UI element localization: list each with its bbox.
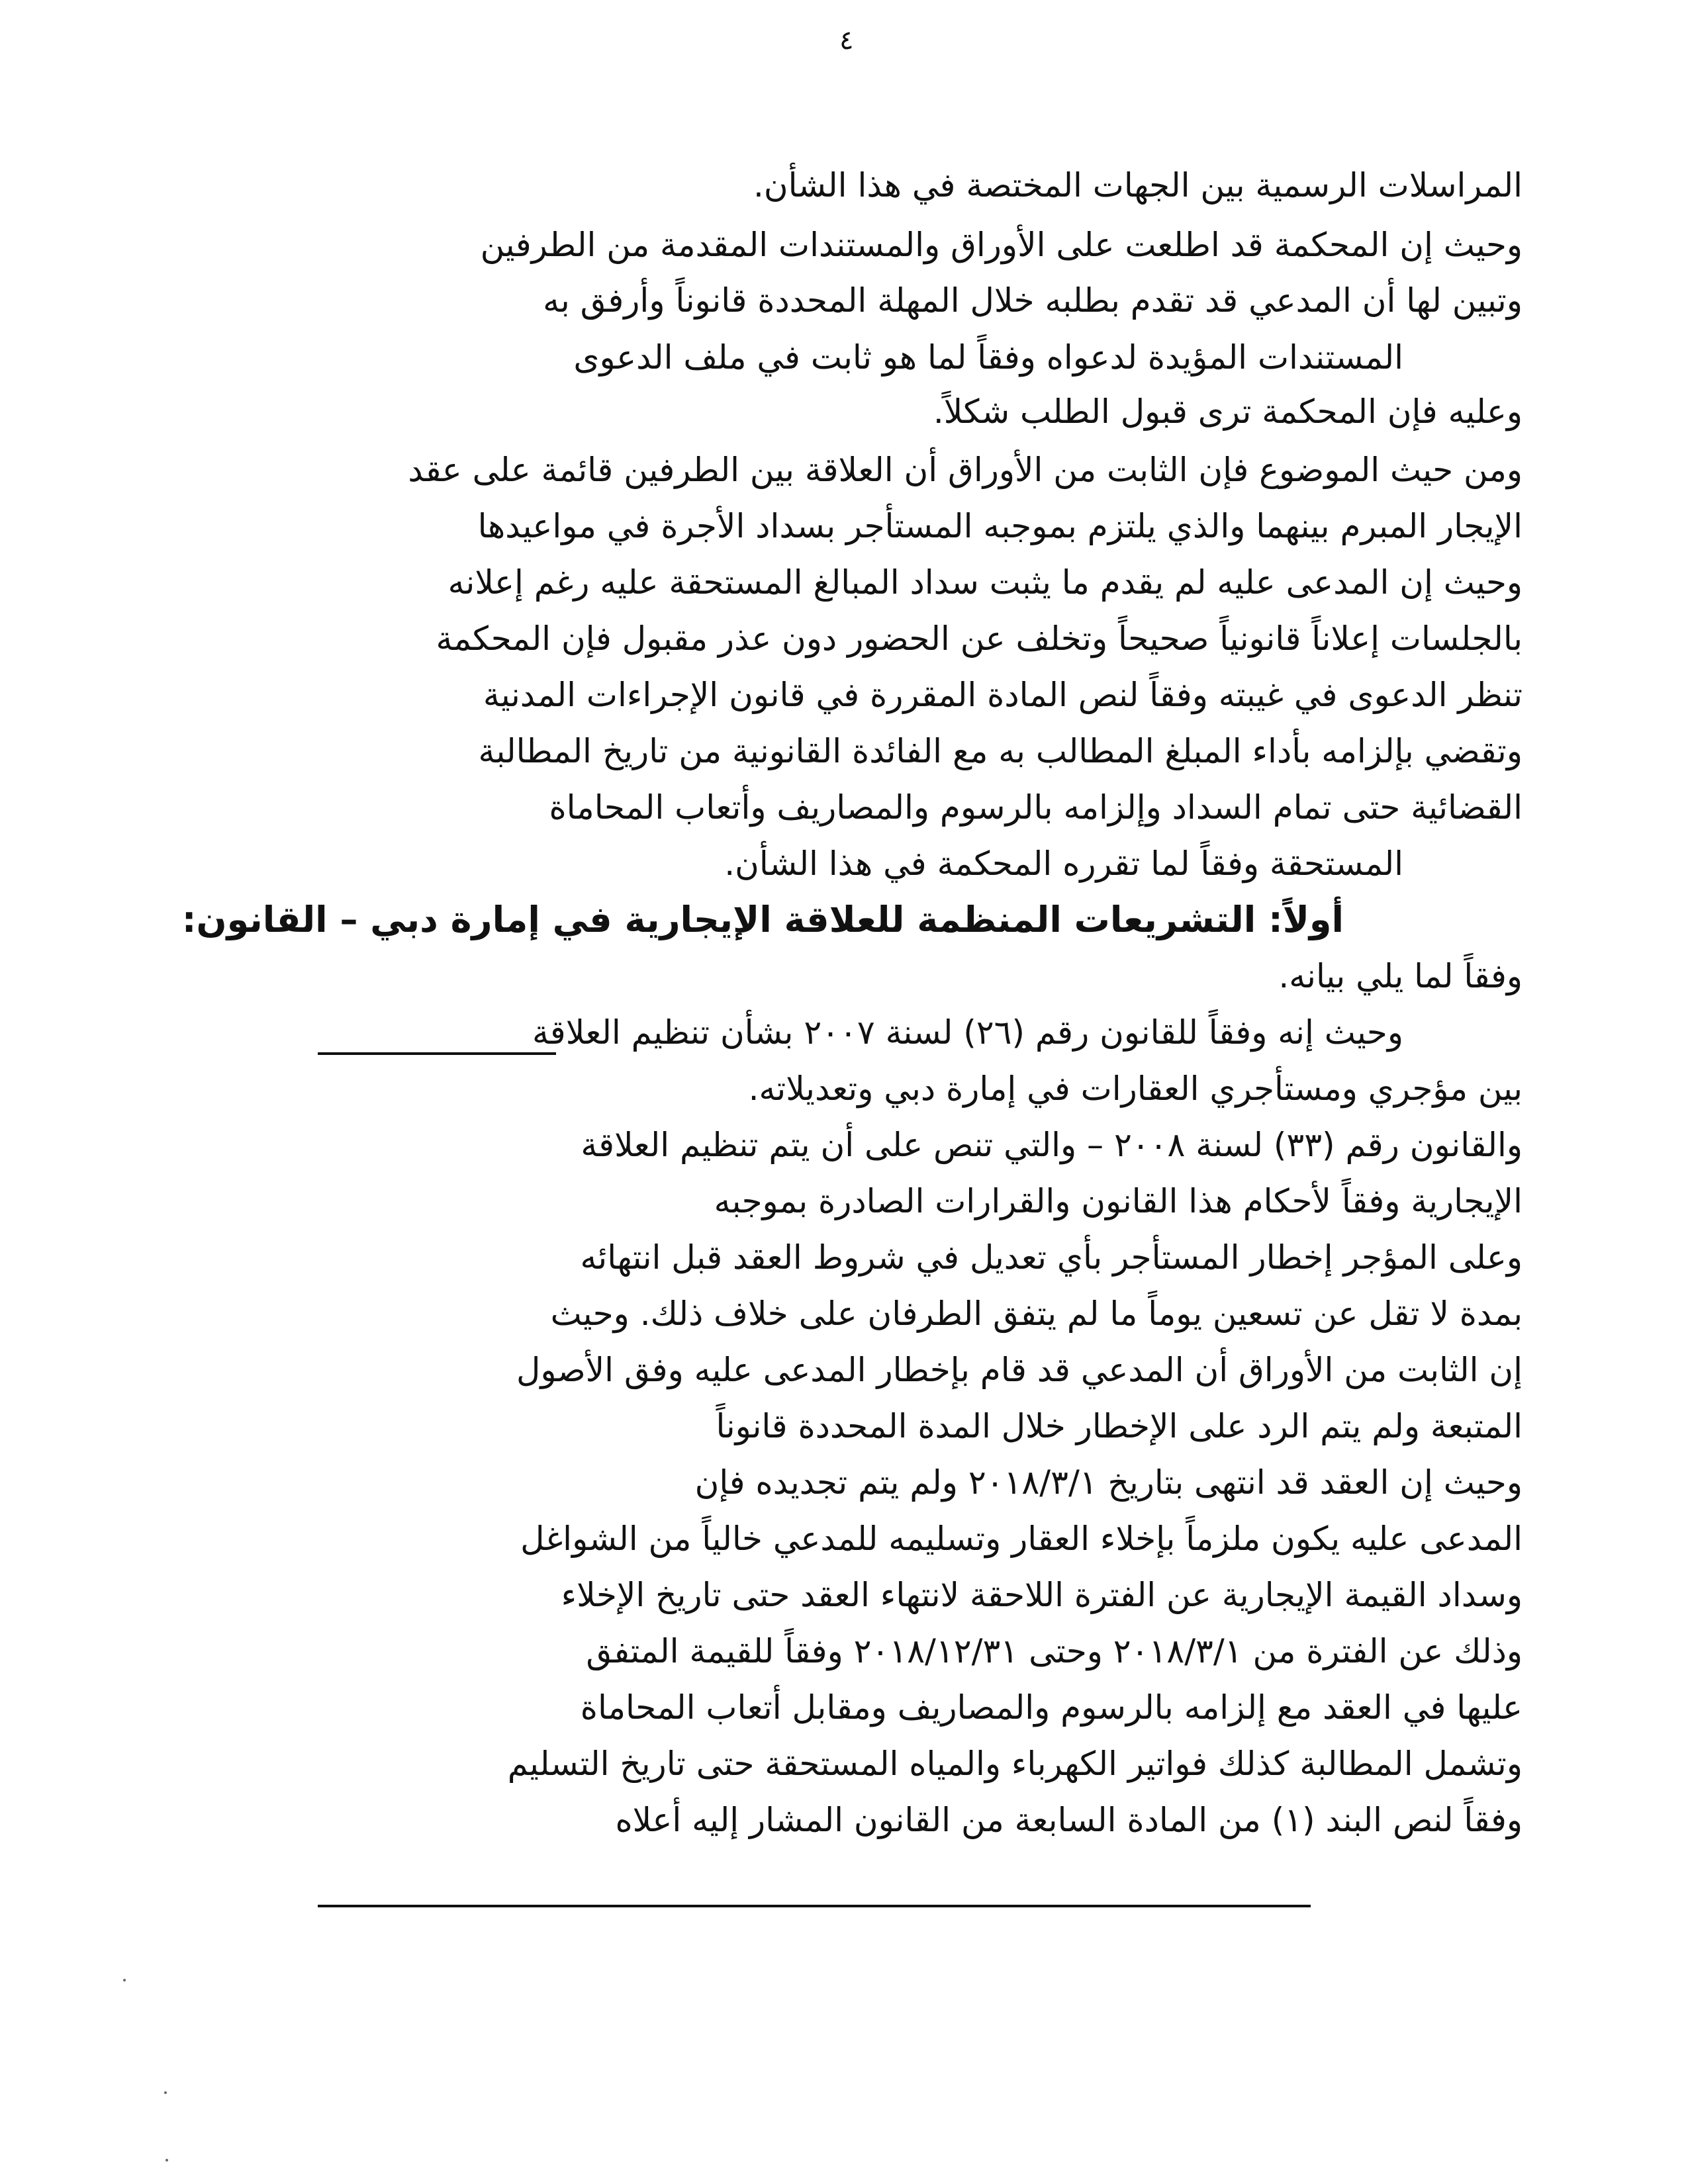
text-line: ﺑﺎﻟﺠﻠﺴﺎﺕ ﺇﻋﻼﻧﺎً ﻗﺎﻧﻮﻧﻴﺎً ﺻﺤﻴﺤﺎً ﻭﺗﺨﻠﻒ ﻋﻦ ﺍﻟﺤﻀﻮﺭ ﺩﻭﻥ ﻋﺬﺭ ﻣﻘﺒﻮﻝ ﻓﺈﻥ ﺍﻟﻤﺤﻜﻤﺔ — [436, 619, 1523, 658]
text-line: ﺍﻟﻤﺘﺒﻌﺔ ﻭﻟﻢ ﻳﺘﻢ ﺍﻟﺮﺩ ﻋﻠﻰ ﺍﻹﺧﻄﺎﺭ ﺧﻼﻝ ﺍﻟﻤﺪﺓ ﺍﻟﻤﺤﺪﺩﺓ ﻗﺎﻧﻮﻧﺎً — [716, 1407, 1523, 1445]
text-line: ﺑﻴﻦ ﻣﺆﺟﺮﻱ ﻭﻣﺴﺘﺄﺟﺮﻱ ﺍﻟﻌﻘﺎﺭﺍﺕ ﻓﻲ ﺇﻣﺎﺭﺓ ﺩﺑﻲ ﻭﺗﻌﺪﻳﻼﺗﻪ. — [748, 1069, 1523, 1108]
scan-speck — [164, 2091, 167, 2094]
text-line: ﻭﺣﻴﺚ ﺇﻥ ﺍﻟﻤﺪﻋﻰ ﻋﻠﻴﻪ ﻟﻢ ﻳﻘﺪﻡ ﻣﺎ ﻳﺜﺒﺖ ﺳﺪﺍﺩ ﺍﻟﻤﺒﺎﻟﻎ ﺍﻟﻤﺴﺘﺤﻘﺔ ﻋﻠﻴﻪ ﺭﻏﻢ ﺇﻋﻼﻧﻪ — [447, 563, 1523, 602]
text-line: ﺇﻥ ﺍﻟﺜﺎﺑﺖ ﻣﻦ ﺍﻷﻭﺭﺍﻕ ﺃﻥ ﺍﻟﻤﺪﻋﻲ ﻗﺪ ﻗﺎﻡ ﺑﺈﺧﻄﺎﺭ ﺍﻟﻤﺪﻋﻰ ﻋﻠﻴﻪ ﻭﻓﻖ ﺍﻷﺻﻮﻝ — [516, 1351, 1523, 1389]
text-line: ﻭﺳﺪﺍﺩ ﺍﻟﻘﻴﻤﺔ ﺍﻹﻳﺠﺎﺭﻳﺔ ﻋﻦ ﺍﻟﻔﺘﺮﺓ ﺍﻟﻼﺣﻘﺔ ﻻﻧﺘﻬﺎﺀ ﺍﻟﻌﻘﺪ ﺣﺘﻰ ﺗﺎﺭﻳﺦ ﺍﻹﺧﻼﺀ — [561, 1576, 1523, 1614]
text-line: ﺗﻨﻈﺮ ﺍﻟﺪﻋﻮﻯ ﻓﻲ ﻏﻴﺒﺘﻪ ﻭﻓﻘﺎً ﻟﻨﺺ ﺍﻟﻤﺎﺩﺓ ﺍﻟﻤﻘﺮﺭﺓ ﻓﻲ ﻗﺎﻧﻮﻥ ﺍﻹﺟﺮﺍﺀﺍﺕ ﺍﻟﻤﺪﻧﻴﺔ — [483, 676, 1523, 714]
scan-speck — [123, 1979, 126, 1981]
text-line: ﻭﻋﻠﻴﻪ ﻓﺈﻥ ﺍﻟﻤﺤﻜﻤﺔ ﺗﺮﻯ ﻗﺒﻮﻝ ﺍﻟﻄﻠﺐ ﺷﻜﻼً. — [933, 392, 1523, 431]
section-underline — [318, 1905, 1311, 1907]
page-number: ٤ — [839, 25, 854, 56]
text-line: ﻭﺗﺸﻤﻞ ﺍﻟﻤﻄﺎﻟﺒﺔ ﻛﺬﻟﻚ ﻓﻮﺍﺗﻴﺮ ﺍﻟﻜﻬﺮﺑﺎﺀ ﻭﺍﻟﻤﻴﺎﻩ ﺍﻟﻤﺴﺘﺤﻘﺔ ﺣﺘﻰ ﺗﺎﺭﻳﺦ ﺍﻟﺘﺴﻠﻴﻢ — [507, 1745, 1523, 1783]
text-line: ﻭﻋﻠﻰ ﺍﻟﻤﺆﺟﺮ ﺇﺧﻄﺎﺭ ﺍﻟﻤﺴﺘﺄﺟﺮ ﺑﺄﻱ ﺗﻌﺪﻳﻞ ﻓﻲ ﺷﺮﻭﻁ ﺍﻟﻌﻘﺪ ﻗﺒﻞ ﺍﻧﺘﻬﺎﺋﻪ — [580, 1238, 1523, 1277]
scan-speck — [165, 2159, 168, 2161]
text-line: ﻭﺣﻴﺚ ﺇﻧﻪ ﻭﻓﻘﺎً ﻟﻠﻘﺎﻧﻮﻥ ﺭﻗﻢ (٢٦) ﻟﺴﻨﺔ ٢٠٠٧ ﺑﺸﺄﻥ ﺗﻨﻈﻴﻢ ﺍﻟﻌﻼﻗﺔ — [532, 1013, 1403, 1052]
text-line: ﺍﻟﻤﺪﻋﻰ ﻋﻠﻴﻪ ﻳﻜﻮﻥ ﻣﻠﺰﻣﺎً ﺑﺈﺧﻼﺀ ﺍﻟﻌﻘﺎﺭ ﻭﺗﺴﻠﻴﻤﻪ ﻟﻠﻤﺪﻋﻲ ﺧﺎﻟﻴﺎً ﻣﻦ ﺍﻟﺸﻮﺍﻏﻞ — [520, 1520, 1523, 1558]
text-line: ﺑﻤﺪﺓ ﻻ ﺗﻘﻞ ﻋﻦ ﺗﺴﻌﻴﻦ ﻳﻮﻣﺎً ﻣﺎ ﻟﻢ ﻳﺘﻔﻖ ﺍﻟﻄﺮﻓﺎﻥ ﻋﻠﻰ ﺧﻼﻑ ﺫﻟﻚ. ﻭﺣﻴﺚ — [550, 1295, 1523, 1333]
text-line: ﻭﺣﻴﺚ ﺇﻥ ﺍﻟﻌﻘﺪ ﻗﺪ ﺍﻧﺘﻬﻰ ﺑﺘﺎﺭﻳﺦ ٢٠١٨/٣/١ ﻭﻟﻢ ﻳﺘﻢ ﺗﺠﺪﻳﺪﻩ ﻓﺈﻥ — [694, 1463, 1523, 1502]
section-heading: ﺃﻭﻻً: ﺍﻟﺘﺸﺮﻳﻌﺎﺕ ﺍﻟﻤﻨﻈﻤﺔ ﻟﻠﻌﻼﻗﺔ ﺍﻹﻳﺠﺎﺭﻳﺔ ﻓﻲ ﺇﻣﺎﺭﺓ ﺩﺑﻲ – ﺍﻟﻘﺎﻧﻮﻥ: — [181, 899, 1344, 940]
text-line: ﻭﻓﻘﺎً ﻟﻤﺎ ﻳﻠﻲ ﺑﻴﺎﻧﻪ. — [1278, 957, 1523, 995]
text-line: ﺍﻟﻤﺮﺍﺳﻼﺕ ﺍﻟﺮﺳﻤﻴﺔ ﺑﻴﻦ ﺍﻟﺠﻬﺎﺕ ﺍﻟﻤﺨﺘﺼﺔ ﻓﻲ ﻫﺬﺍ ﺍﻟﺸﺄﻥ. — [753, 166, 1523, 205]
text-line: ﻭﺣﻴﺚ ﺇﻥ ﺍﻟﻤﺤﻜﻤﺔ ﻗﺪ ﺍﻃﻠﻌﺖ ﻋﻠﻰ ﺍﻷﻭﺭﺍﻕ ﻭﺍﻟﻤﺴﺘﻨﺪﺍﺕ ﺍﻟﻤﻘﺪﻣﺔ ﻣﻦ ﺍﻟﻄﺮﻓﻴﻦ — [480, 226, 1523, 264]
text-line: ﻭﺍﻟﻘﺎﻧﻮﻥ ﺭﻗﻢ (٣٣) ﻟﺴﻨﺔ ٢٠٠٨ – ﻭﺍﻟﺘﻲ ﺗﻨﺺ ﻋﻠﻰ ﺃﻥ ﻳﺘﻢ ﺗﻨﻈﻴﻢ ﺍﻟﻌﻼﻗﺔ — [581, 1126, 1523, 1164]
section-underline — [318, 1052, 556, 1055]
text-line: ﺍﻹﻳﺠﺎﺭ ﺍﻟﻤﺒﺮﻡ ﺑﻴﻨﻬﻤﺎ ﻭﺍﻟﺬﻱ ﻳﻠﺘﺰﻡ ﺑﻤﻮﺟﺒﻪ ﺍﻟﻤﺴﺘﺄﺟﺮ ﺑﺴﺪﺍﺩ ﺍﻷﺟﺮﺓ ﻓﻲ ﻣﻮﺍﻋﻴﺪﻫﺎ — [477, 507, 1523, 545]
text-line: ﻭﻓﻘﺎً ﻟﻨﺺ ﺍﻟﺒﻨﺪ (١) ﻣﻦ ﺍﻟﻤﺎﺩﺓ ﺍﻟﺴﺎﺑﻌﺔ ﻣﻦ ﺍﻟﻘﺎﻧﻮﻥ ﺍﻟﻤﺸﺎﺭ ﺇﻟﻴﻪ ﺃﻋﻼﻩ — [615, 1801, 1523, 1839]
text-line: ﻋﻠﻴﻬﺎ ﻓﻲ ﺍﻟﻌﻘﺪ ﻣﻊ ﺇﻟﺰﺍﻣﻪ ﺑﺎﻟﺮﺳﻮﻡ ﻭﺍﻟﻤﺼﺎﺭﻳﻒ ﻭﻣﻘﺎﺑﻞ ﺃﺗﻌﺎﺏ ﺍﻟﻤﺤﺎﻣﺎﺓ — [580, 1688, 1523, 1727]
text-line: ﻭﻣﻦ ﺣﻴﺚ ﺍﻟﻤﻮﺿﻮﻉ ﻓﺈﻥ ﺍﻟﺜﺎﺑﺖ ﻣﻦ ﺍﻷﻭﺭﺍﻕ ﺃﻥ ﺍﻟﻌﻼﻗﺔ ﺑﻴﻦ ﺍﻟﻄﺮﻓﻴﻦ ﻗﺎﺋﻤﺔ ﻋﻠﻰ ﻋﻘﺪ — [408, 451, 1523, 489]
text-line: ﺍﻟﻤﺴﺘﺤﻘﺔ ﻭﻓﻘﺎً ﻟﻤﺎ ﺗﻘﺮﺭﻩ ﺍﻟﻤﺤﻜﻤﺔ ﻓﻲ ﻫﺬﺍ ﺍﻟﺸﺄﻥ. — [724, 844, 1403, 883]
text-line: ﺍﻟﻘﻀﺎﺋﻴﺔ ﺣﺘﻰ ﺗﻤﺎﻡ ﺍﻟﺴﺪﺍﺩ ﻭﺇﻟﺰﺍﻣﻪ ﺑﺎﻟﺮﺳﻮﻡ ﻭﺍﻟﻤﺼﺎﺭﻳﻒ ﻭﺃﺗﻌﺎﺏ ﺍﻟﻤﺤﺎﻣﺎﺓ — [549, 788, 1523, 827]
text-line: ﻭﺫﻟﻚ ﻋﻦ ﺍﻟﻔﺘﺮﺓ ﻣﻦ ٢٠١٨/٣/١ ﻭﺣﺘﻰ ٢٠١٨/١٢/٣١ ﻭﻓﻘﺎً ﻟﻠﻘﻴﻤﺔ ﺍﻟﻤﺘﻔﻖ — [586, 1632, 1523, 1670]
text-line: ﻭﺗﺒﻴﻦ ﻟﻬﺎ ﺃﻥ ﺍﻟﻤﺪﻋﻲ ﻗﺪ ﺗﻘﺪﻡ ﺑﻄﻠﺒﻪ ﺧﻼﻝ ﺍﻟﻤﻬﻠﺔ ﺍﻟﻤﺤﺪﺩﺓ ﻗﺎﻧﻮﻧﺎً ﻭﺃﺭﻓﻖ ﺑﻪ — [543, 281, 1523, 320]
text-line: ﻭﺗﻘﻀﻲ ﺑﺈﻟﺰﺍﻣﻪ ﺑﺄﺩﺍﺀ ﺍﻟﻤﺒﻠﻎ ﺍﻟﻤﻄﺎﻟﺐ ﺑﻪ ﻣﻊ ﺍﻟﻔﺎﺋﺪﺓ ﺍﻟﻘﺎﻧﻮﻧﻴﺔ ﻣﻦ ﺗﺎﺭﻳﺦ ﺍﻟﻤﻄﺎﻟﺒﺔ — [478, 732, 1523, 770]
text-line: ﺍﻹﻳﺠﺎﺭﻳﺔ ﻭﻓﻘﺎً ﻷﺣﻜﺎﻡ ﻫﺬﺍ ﺍﻟﻘﺎﻧﻮﻥ ﻭﺍﻟﻘﺮﺍﺭﺍﺕ ﺍﻟﺼﺎﺩﺭﺓ ﺑﻤﻮﺟﺒﻪ — [714, 1182, 1523, 1220]
text-line: ﺍﻟﻤﺴﺘﻨﺪﺍﺕ ﺍﻟﻤﺆﻳﺪﺓ ﻟﺪﻋﻮﺍﻩ ﻭﻓﻘﺎً ﻟﻤﺎ ﻫﻮ ﺛﺎﺑﺖ ﻓﻲ ﻣﻠﻒ ﺍﻟﺪﻋﻮﻯ — [573, 338, 1403, 377]
